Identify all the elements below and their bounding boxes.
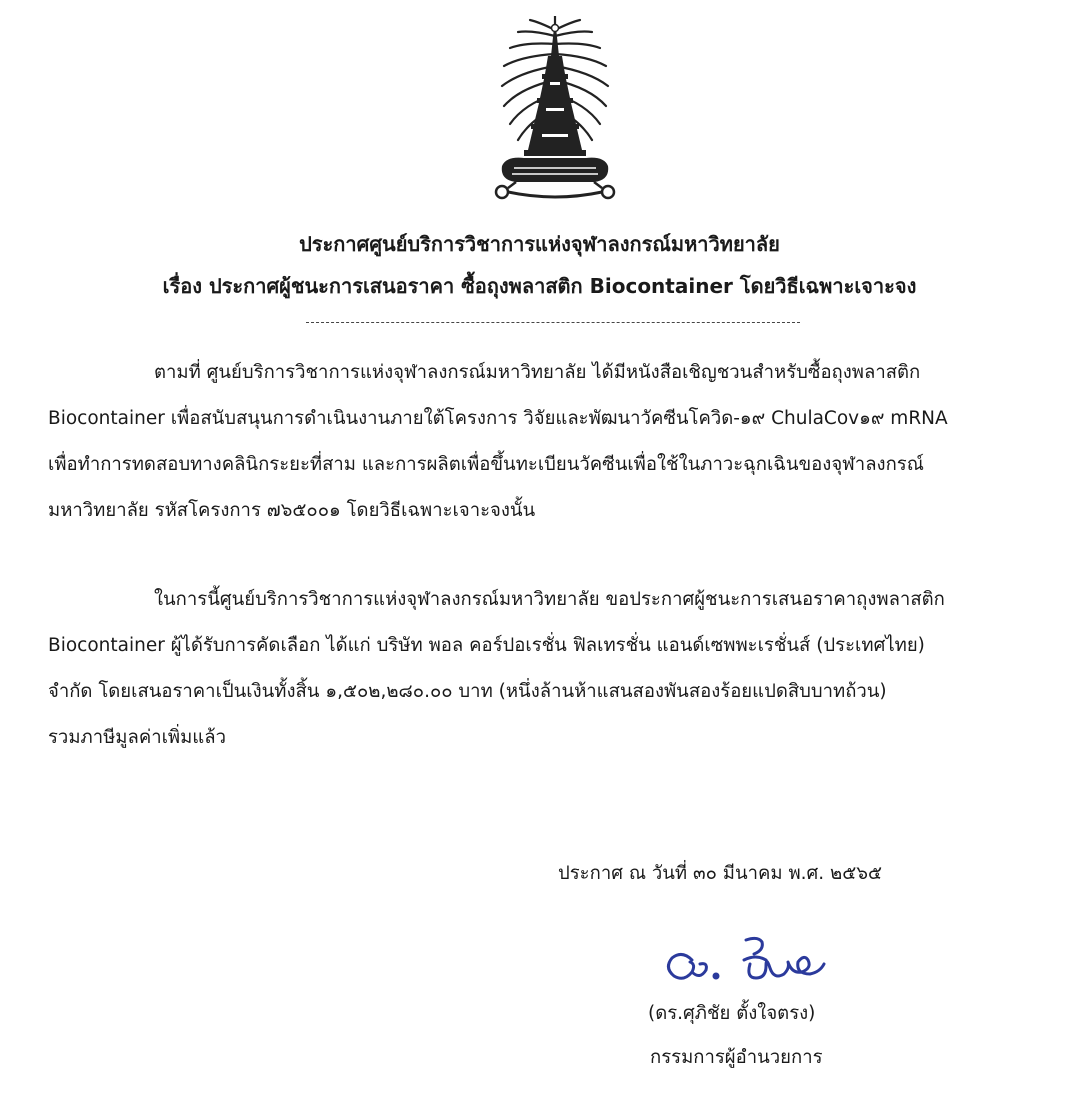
document-title: ประกาศศูนย์บริการวิชาการแห่งจุฬาลงกรณ์มหาวิทยาลัย [299,232,780,256]
para1-line3: เพื่อทำการทดสอบทางคลินิกระยะที่สาม และการผลิตเพื่อขึ้นทะเบียนวัคซีนเพื่อใช้ในภาวะฉุกเฉินของจุฬาลงกรณ์ [48,454,924,475]
handwritten-signature-icon [662,934,838,986]
para2-line3: จำกัด โดยเสนอราคาเป็นเงินทั้งสิ้น ๑,๕๐๒,๒๘๐.๐๐ บาท (หนึ่งล้านห้าแสนสองพันสองร้อยแปดสิบบาทถ้วน) [48,681,887,702]
para2-line4: รวมภาษีมูลค่าเพิ่มแล้ว [48,727,226,748]
para1-line2: Biocontainer เพื่อสนับสนุนการดำเนินงานภายใต้โครงการ วิจัยและพัฒนาวัคซีนโควิด-๑๙ ChulaCov๑๙ mRNA [48,408,948,429]
chulalongkorn-emblem-icon [494,16,616,204]
para2-line1: ในการนี้ศูนย์บริการวิชาการแห่งจุฬาลงกรณ์มหาวิทยาลัย ขอประกาศผู้ชนะการเสนอราคาถุงพลาสติก [154,589,945,610]
signer-title: กรรมการผู้อำนวยการ [650,1047,823,1068]
title-divider [306,322,800,323]
announce-date: ประกาศ ณ วันที่ ๓๐ มีนาคม พ.ศ. ๒๕๖๕ [558,863,883,884]
para1-line1: ตามที่ ศูนย์บริการวิชาการแห่งจุฬาลงกรณ์มหาวิทยาลัย ได้มีหนังสือเชิญชวนสำหรับซื้อถุงพลาสติก [154,362,921,383]
para2-line2: Biocontainer ผู้ได้รับการคัดเลือก ได้แก่ บริษัท พอล คอร์ปอเรชั่น ฟิลเทรชั่น แอนด์เซพพะเรชั่นส์ (ประเทศไทย) [48,635,925,656]
para1-line4: มหาวิทยาลัย รหัสโครงการ ๗๖๕๐๐๑ โดยวิธีเฉพาะเจาะจงนั้น [48,500,536,521]
signer-name: (ดร.ศุภิชัย ตั้งใจตรง) [648,1003,816,1024]
document-subject: เรื่อง ประกาศผู้ชนะการเสนอราคา ซื้อถุงพลาสติก Biocontainer โดยวิธีเฉพาะเจาะจง [162,274,917,298]
